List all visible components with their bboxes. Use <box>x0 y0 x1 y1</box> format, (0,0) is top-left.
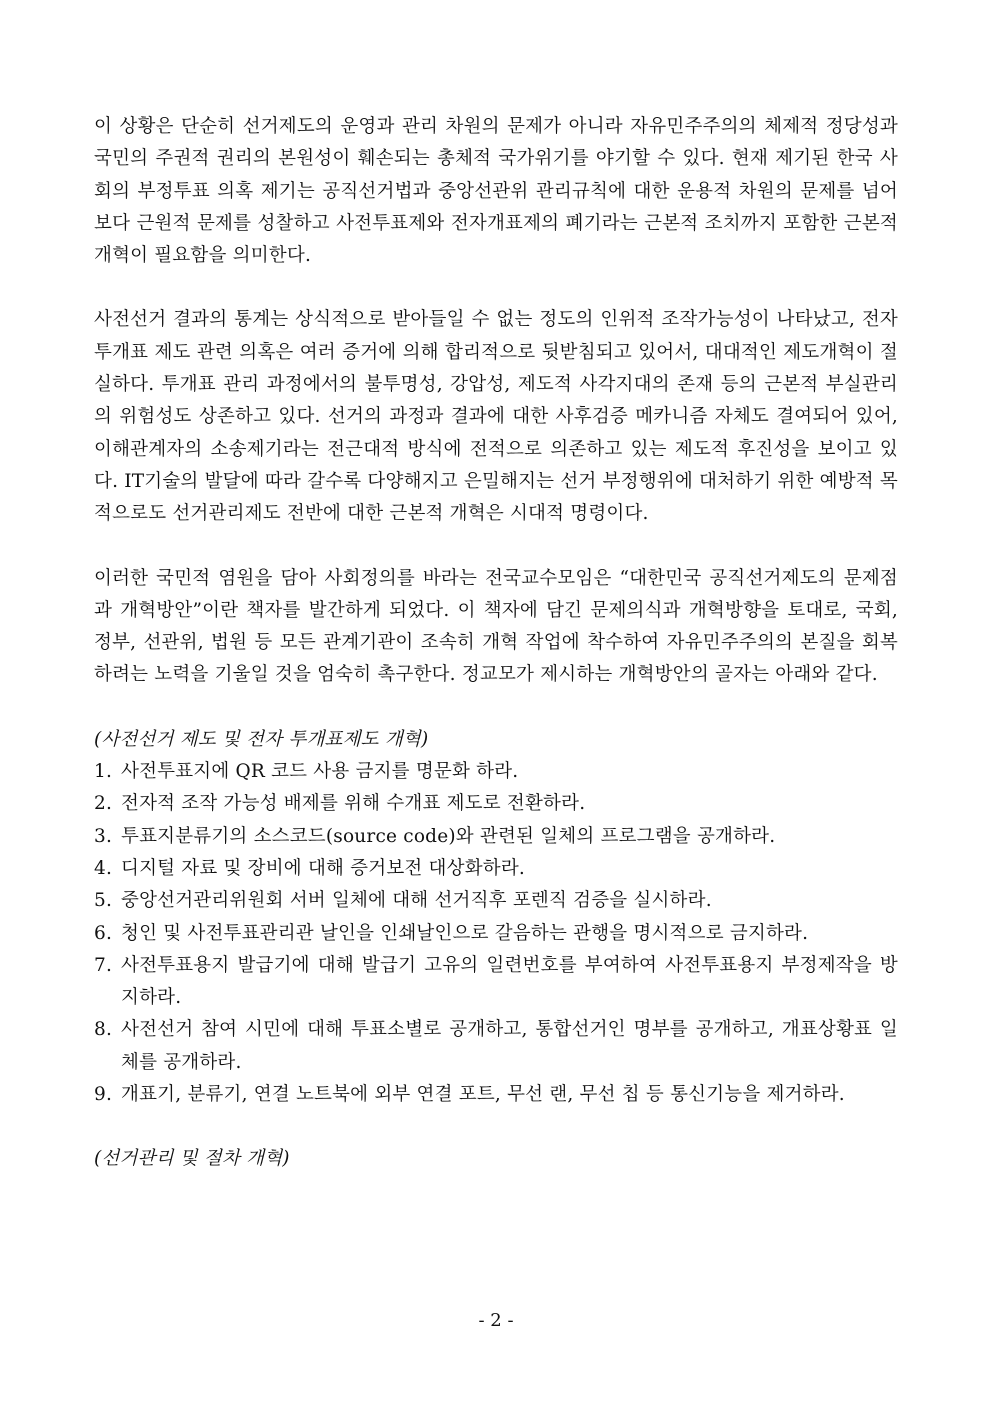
list-item-number: 5. <box>94 890 113 912</box>
paragraph-reform-call: 이러한 국민적 염원을 담아 사회정의를 바라는 전국교수모임은 “대한민국 공직선거제도의 문제점과 개혁방안”이란 책자를 발간하게 되었다. 이 책자에 담긴 문제의식과 개혁방향을 토대로, 국회, 정부, 선관위, 법원 등 모든 관계기관이 조속히 개혁 작업에 착수하여 자유민주주의의 본질을 회복하려는 노력을 기울일 것을 엄숙히 촉구한다. 정교모가 제시하는 개혁방안의 골자는 아래와 같다. <box>94 567 898 686</box>
list-item-text: 중앙선거관리위원회 서버 일체에 대해 선거직후 포렌직 검증을 실시하라. <box>121 890 712 912</box>
list-item-number: 1. <box>94 761 113 783</box>
reform-list <box>94 756 898 1111</box>
list-item <box>94 885 898 917</box>
list-item-text: 청인 및 사전투표관리관 날인을 인쇄날인으로 갈음하는 관행을 명시적으로 금지하라. <box>121 922 809 944</box>
section-heading-election-management-reform: (선거관리 및 절차 개혁) <box>94 1148 290 1170</box>
list-item-text: 투표지분류기의 소스코드(source code)와 관련된 일체의 프로그램을 공개하라. <box>121 825 776 847</box>
list-item-text: 사전투표용지 발급기에 대해 발급기 고유의 일련번호를 부여하여 사전투표용지 부정제작을 방지하라. <box>121 954 898 1009</box>
paragraph-election-crisis: 이 상황은 단순히 선거제도의 운영과 관리 차원의 문제가 아니라 자유민주주의의 체제적 정당성과 국민의 주권적 권리의 본원성이 훼손되는 총체적 국가위기를 야기할 수 있다. 현재 제기된 한국 사회의 부정투표 의혹 제기는 공직선거법과 중앙선관위 관리규칙에 대한 운용적 차원의 문제를 넘어 보다 근원적 문제를 성찰하고 사전투표제와 전자개표제의 폐기라는 근본적 조치까지 포함한 근본적 개혁이 필요함을 의미한다. <box>94 116 898 267</box>
list-item <box>94 950 898 1015</box>
list-item-number: 9. <box>94 1084 113 1106</box>
list-item-number: 6. <box>94 922 113 944</box>
list-item-text: 전자적 조작 가능성 배제를 위해 수개표 제도로 전환하라. <box>121 793 586 815</box>
list-item-number: 3. <box>94 825 113 847</box>
paragraph-early-voting-statistics: 사전선거 결과의 통계는 상식적으로 받아들일 수 없는 정도의 인위적 조작가능성이 나타났고, 전자 투개표 제도 관련 의혹은 여러 증거에 의해 합리적으로 뒷받침되고 있어서, 대대적인 제도개혁이 절실하다. 투개표 관리 과정에서의 불투명성, 강압성, 제도적 사각지대의 존재 등의 근본적 부실관리의 위험성도 상존하고 있다. 선거의 과정과 결과에 대한 사후검증 메카니즘 자체도 결여되어 있어, 이해관계자의 소송제기라는 전근대적 방식에 전적으로 의존하고 있는 제도적 후진성을 보이고 있다. IT기술의 발달에 따라 갈수록 다양해지고 은밀해지는 선거 부정행위에 대처하기 위한 예방적 목적으로도 선거관리제도 전반에 대한 근본적 개혁은 시대적 명령이다. <box>94 309 898 525</box>
list-item-text: 디지털 자료 및 장비에 대해 증거보전 대상화하라. <box>121 857 525 879</box>
list-item <box>94 1014 898 1079</box>
list-item-number: 8. <box>94 1019 113 1041</box>
list-item-number: 4. <box>94 857 113 879</box>
section-heading-early-voting-reform: (사전선거 제도 및 전자 투개표제도 개혁) <box>94 728 429 750</box>
list-item <box>94 821 898 853</box>
list-item-text: 개표기, 분류기, 연결 노트북에 외부 연결 포트, 무선 랜, 무선 칩 등 통신기능을 제거하라. <box>121 1084 845 1106</box>
list-item-number: 7. <box>94 954 113 976</box>
list-item <box>94 788 898 820</box>
document-body <box>94 111 898 1176</box>
list-item-text: 사전투표지에 QR 코드 사용 금지를 명문화 하라. <box>121 761 519 783</box>
list-item <box>94 1079 898 1111</box>
list-item-text: 사전선거 참여 시민에 대해 투표소별로 공개하고, 통합선거인 명부를 공개하고, 개표상황표 일체를 공개하라. <box>121 1019 898 1073</box>
list-item <box>94 756 898 788</box>
page-number: - 2 - <box>478 1310 514 1331</box>
list-item <box>94 918 898 950</box>
list-item <box>94 853 898 885</box>
list-item-number: 2. <box>94 793 113 815</box>
